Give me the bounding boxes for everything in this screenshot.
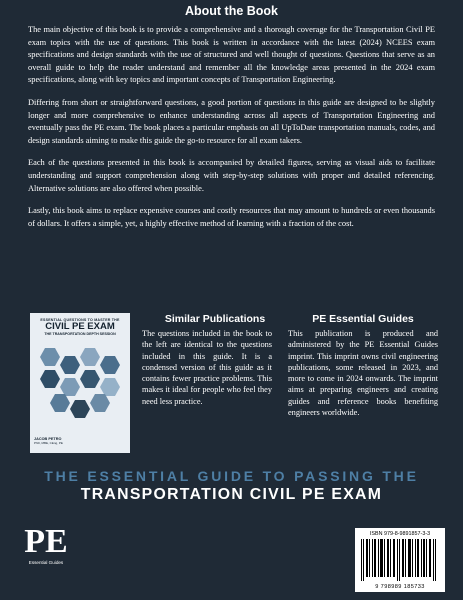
logo-text: Essential Guides <box>28 560 64 565</box>
banner-line-2: TRANSPORTATION CIVIL PE EXAM <box>80 486 383 503</box>
similar-book-cover-image <box>30 313 130 453</box>
logo-mark: PE <box>24 523 68 560</box>
cover-hexagon-art <box>38 345 122 423</box>
about-paragraph-3: Each of the questions presented in this book is accompanied by detailed figures, serving as visual aids to facilitate understanding and support comprehension along with step-by-step solutions with proper and detailed referencing. Alternative solutions are also offered when possible. <box>28 158 435 193</box>
about-paragraph-4: Lastly, this book aims to replace expensive courses and costly resources that may amount to hundreds or even thousands of dollars. It offers a simple, yet, a highly effective method of learning with a fraction of the cost. <box>28 206 435 228</box>
pe-essential-guides-heading: PE Essential Guides <box>312 313 414 325</box>
cover-author: JACOB PETRO <box>34 437 62 441</box>
about-title: About the Book <box>184 4 279 18</box>
about-paragraph-2: Differing from short or straightforward questions, a good portion of questions in this guide are designed to be slightly longer and more comprehensive to enhance understanding across all aspects of Transportation Engineering and eventually pass the PE exam. The book places a particular emphasis on all UpToDate transportation manuals, codes, and design standards aiming to make this guide the go-to resource for all exam takers. <box>28 97 435 145</box>
barcode-bars <box>359 539 441 581</box>
barcode-number: 9 798989 185733 <box>375 584 425 590</box>
publisher-logo <box>22 524 70 565</box>
pe-essential-guides-text: This publication is produced and administered by the PE Essential Guides imprint. This imprint owns civil engineering publications, some released in 2023, and more to come in 2024 onwards. The imprint aims at preparing engineers and creating guides and reference books benefiting engineers worldwide. <box>288 329 438 418</box>
cover-line-3: THE TRANSPORTATION DEPTH SESSION <box>44 332 116 336</box>
cover-line-1: ESSENTIAL QUESTIONS TO MASTER THE <box>40 318 120 322</box>
about-body <box>28 24 435 240</box>
about-paragraph-1: The main objective of this book is to provide a comprehensive and a thorough coverage for the Transportation Civil PE exam topics with the use of questions. This book is written in accordance with the latest (2024) NCEES exam specifications and design standards with the use of structured and well thought of questions. Questions that serve as an overall guide to help the reader understand and remember all the knowledge areas presented in the 2024 exam specifications, along with key topics and important concepts of Transportation Engineering. <box>28 25 435 85</box>
isbn-barcode <box>355 528 445 592</box>
cover-author-credentials: PhD, MBE, CEng, PE <box>34 441 63 445</box>
cover-line-2: CIVIL PE EXAM <box>45 321 115 332</box>
similar-publications-text: The questions included in the book to the left are identical to the questions included in this guide. It is a condensed version of this guide as it contains fewer practice problems. This makes it ideal for people who feel they need less practice. <box>142 329 272 406</box>
similar-publications-heading: Similar Publications <box>164 313 266 325</box>
isbn-label: ISBN 979-8-9891857-3-3 <box>369 531 431 537</box>
banner-line-1: THE ESSENTIAL GUIDE TO PASSING THE <box>44 468 419 484</box>
